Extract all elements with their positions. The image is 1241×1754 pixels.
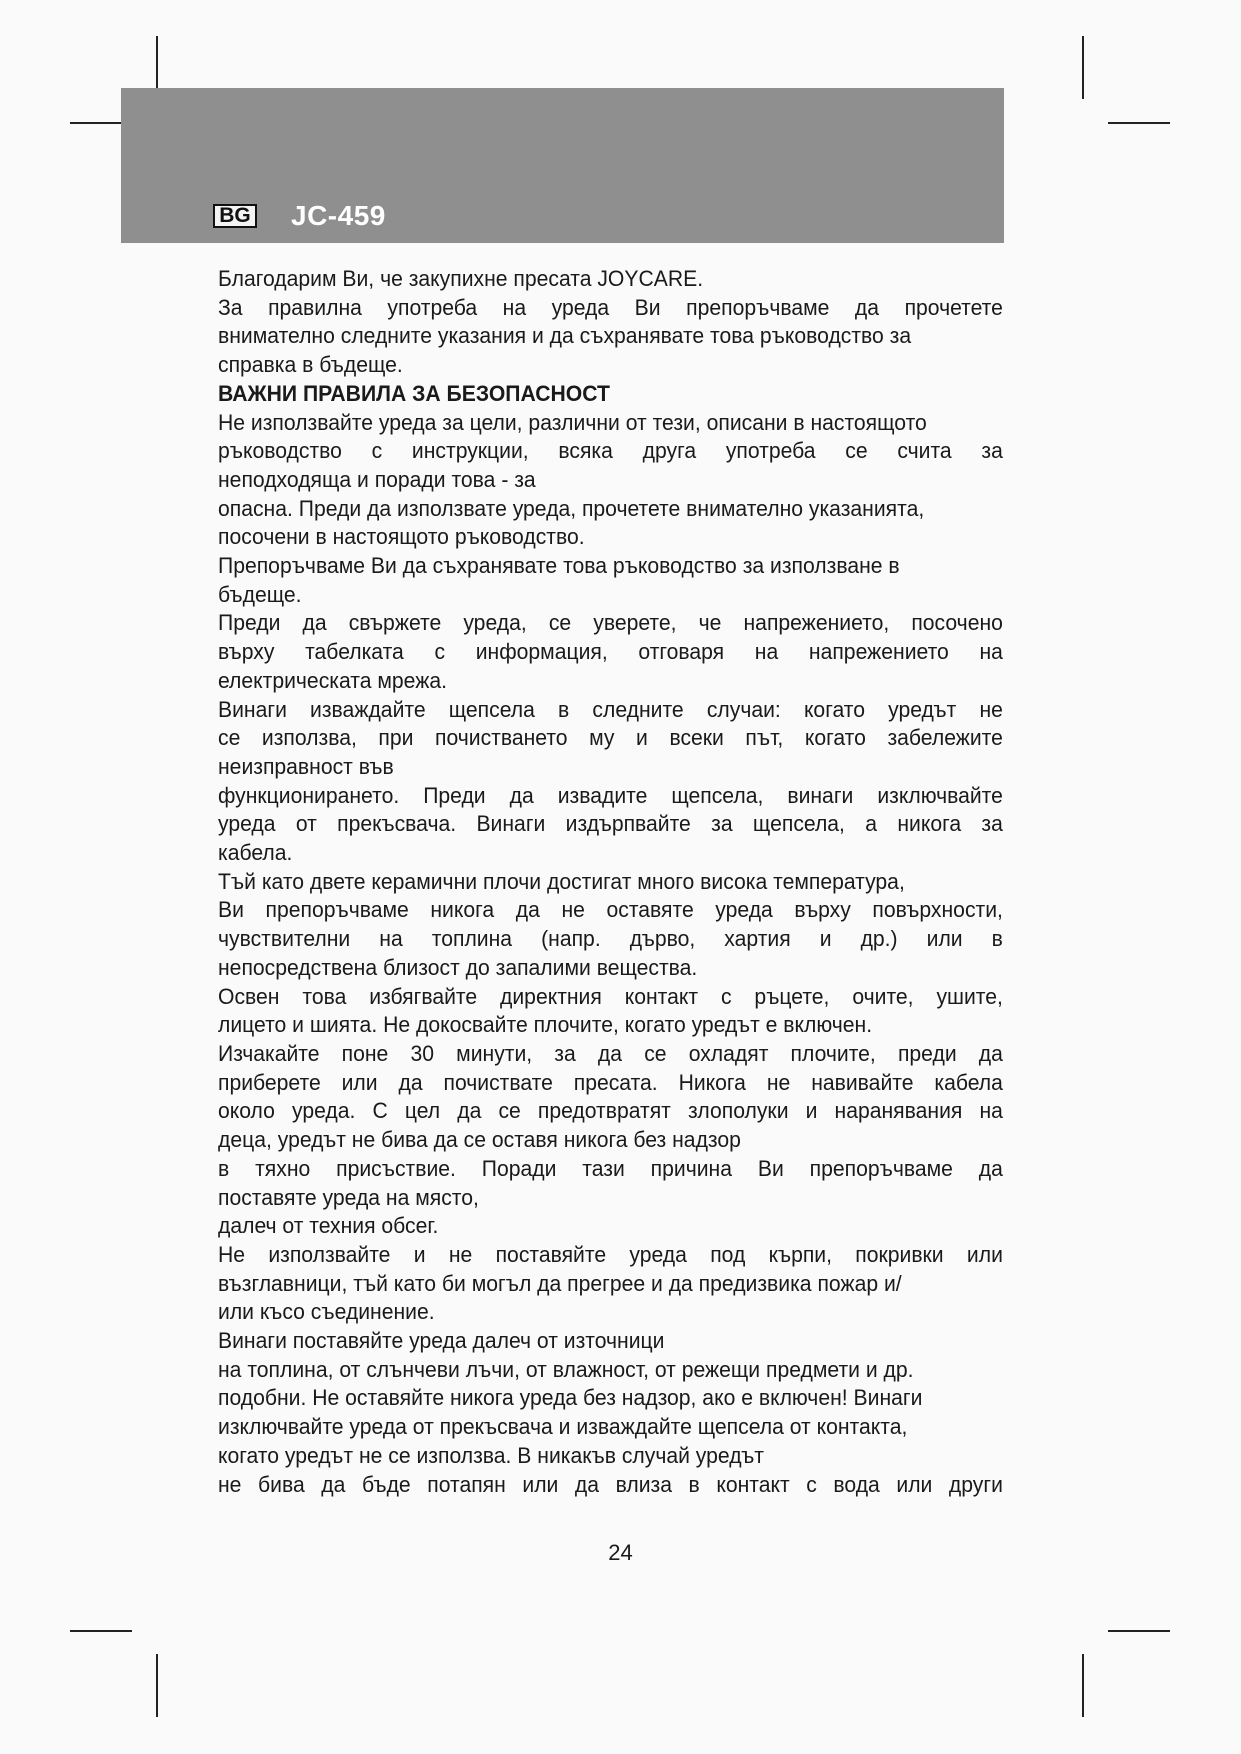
text-line: лицето и шията. Не докосвайте плочите, когато уредът е включен. [218, 1012, 873, 1038]
text-line: Освен това избягвайте директния контакт с ръцете, очите, ушите, [218, 983, 1003, 1009]
text-line: когато уредът не се използва. В никакъв случай уредът [218, 1442, 764, 1468]
instructions-text [218, 265, 1003, 1499]
header-band [121, 88, 1004, 243]
text-line: бъдеще. [218, 581, 302, 607]
page-number: 24 [608, 1540, 633, 1565]
text-line: За правилна употреба на уреда Ви препоръчваме да прочетете [218, 294, 1003, 320]
text-line: Благодарим Ви, че закупихне пресата JOYCARE. [218, 266, 704, 291]
text-line: Ви препоръчваме никога да не оставяте уреда върху повърхности, [218, 897, 1003, 923]
text-line: Изчакайте поне 30 минути, за да се охладят плочите, преди да [218, 1040, 1003, 1066]
crop-mark-bottom-left-vertical [156, 1654, 158, 1717]
text-line: възглавници, тъй като би могъл да прегрее и да предизвика пожар и/ [218, 1270, 902, 1296]
text-line: на топлина, от слънчеви лъчи, от влажност, от режещи предмети и др. [218, 1356, 914, 1382]
text-line: около уреда. С цел да се предотвратят злополуки и наранявания на [218, 1098, 1003, 1124]
text-line: подобни. Не оставяйте никога уреда без надзор, ако е включен! Винаги [218, 1385, 923, 1411]
crop-mark-top-right-horizontal [1108, 122, 1170, 124]
text-line: непосредствена близост до запалими вещества. [218, 954, 698, 980]
text-line: кабела. [218, 840, 293, 866]
text-line: поставяте уреда на място, [218, 1184, 479, 1210]
text-line: електрическата мрежа. [218, 667, 448, 693]
text-line: не бива да бъде потапян или да влиза в контакт с вода или други [218, 1471, 1003, 1497]
model-title: JC-459 [291, 200, 386, 231]
crop-mark-top-right-vertical [1082, 36, 1084, 99]
text-line: ръководство с инструкции, всяка друга употреба се счита за [218, 438, 1003, 464]
crop-mark-bottom-right-vertical [1082, 1654, 1084, 1717]
text-line: или късо съединение. [218, 1299, 435, 1325]
text-line: Тъй като двете керамични плочи достигат много висока температура, [218, 868, 905, 894]
text-line: в тяхно присъствие. Поради тази причина Ви препоръчваме да [218, 1155, 1003, 1181]
text-line: Преди да свържете уреда, се уверете, че напрежението, посочено [218, 610, 1003, 636]
text-line: неподходяща и поради това - за [218, 466, 536, 492]
text-line: Винаги изваждайте щепсела в следните случаи: когато уредът не [218, 696, 1003, 722]
text-line: посочени в настоящото ръководство. [218, 524, 585, 550]
text-line: уреда от прекъсвача. Винаги издърпвайте за щепсела, а никога за [218, 811, 1003, 837]
text-line: Не използвайте и не поставяйте уреда под кърпи, покривки или [218, 1241, 1003, 1267]
text-line: функционирането. Преди да извадите щепсела, винаги изключвайте [218, 782, 1003, 808]
section-heading: ВАЖНИ ПРАВИЛА ЗА БЕЗОПАСНОСТ [218, 380, 610, 406]
language-badge: BG [213, 204, 257, 228]
crop-mark-bottom-left-horizontal [70, 1630, 132, 1632]
text-line: неизправност във [218, 753, 394, 779]
text-line: справка в бъдеще. [218, 352, 403, 378]
text-line: Винаги поставяйте уреда далеч от източници [218, 1328, 665, 1354]
text-line: внимателно следните указания и да съхранявате това ръководство за [218, 323, 912, 349]
text-line: опасна. Преди да използвате уреда, прочетете внимателно указанията, [218, 495, 925, 521]
text-line: деца, уредът не бива да се оставя никога без надзор [218, 1127, 741, 1153]
text-line: чувствителни на топлина (напр. дърво, хартия и др.) или в [218, 926, 1003, 952]
text-line: далеч от техния обсег. [218, 1213, 439, 1239]
text-line: приберете или да почиствате пресата. Никога не навивайте кабела [218, 1069, 1003, 1095]
text-line: Не използвайте уреда за цели, различни от тези, описани в настоящото [218, 409, 927, 435]
text-line: се използва, при почистването му и всеки път, когато забележите [218, 725, 1003, 751]
text-line: Препоръчваме Ви да съхранявате това ръководство за използване в [218, 553, 900, 579]
crop-mark-bottom-right-horizontal [1108, 1630, 1170, 1632]
text-line: изключвайте уреда от прекъсвача и изваждайте щепсела от контакта, [218, 1414, 908, 1440]
text-line: върху табелката с информация, отговаря на напрежението на [218, 639, 1003, 665]
